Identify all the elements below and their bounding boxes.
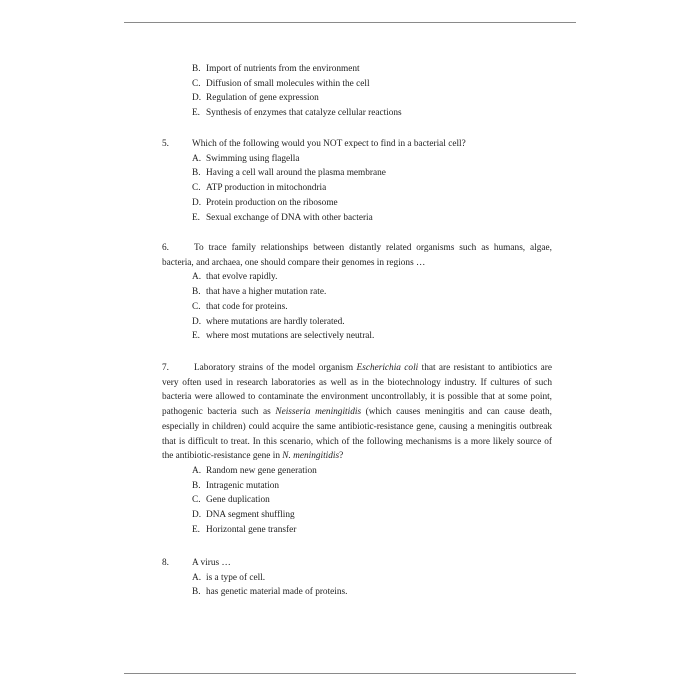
option-4b[interactable]: B. Import of nutrients from the environment [192,64,360,74]
option-6d[interactable]: D. where mutations are hardly tolerated. [192,316,345,327]
option-4d[interactable]: D. Regulation of gene expression [192,93,319,104]
question-4-options [162,62,552,121]
option-5d[interactable]: D. Protein production on the ribosome [192,197,338,208]
option-6a[interactable]: A. that evolve rapidly. [192,272,278,283]
question-7 [162,361,552,537]
option-8a[interactable]: A. is a type of cell. [192,572,266,583]
question-7-stem: 7. Laboratory strains of the model organism Escherichia coli that are resistant to antibiotics are very often used in research laboratories as well as in the biotechnology industry. If cultures of such bacteria were allowed to contaminate the environment uncontrollably, it is possible that at some point, pathogenic bacteria such as Neisseria meningitidis (which causes meningitis and can cause death, especially in children) could acquire the same antibiotic-resistance gene, causing a meningitis outbreak that is difficult to treat. In this scenario, which of the following mechanisms is a more likely source of the antibiotic-resistance gene in N. meningitidis? [162,363,553,462]
top-rule [124,22,576,23]
question-5-stem: 5. Which of the following would you NOT expect to find in a bacterial cell? [162,139,466,149]
option-4e[interactable]: E. Synthesis of enzymes that catalyze cellular reactions [192,108,402,119]
organism-name: Neisseria meningitidis [275,407,362,418]
option-6b[interactable]: B. that have a higher mutation rate. [192,287,327,298]
option-7b[interactable]: B. Intragenic mutation [192,480,280,491]
option-5c[interactable]: C. ATP production in mitochondria [192,183,327,194]
option-7e[interactable]: E. Horizontal gene transfer [192,524,297,535]
option-8b[interactable]: B. has genetic material made of proteins. [192,587,348,598]
option-4c[interactable]: C. Diffusion of small molecules within the cell [192,78,370,89]
question-6-stem: 6. To trace family relationships between distantly related organisms such as humans, algae, bacteria, and archaea, one should compare their genomes in regions … [162,243,552,268]
option-6e[interactable]: E. where most mutations are selectively neutral. [192,331,375,342]
organism-name: Escherichia coli [356,363,419,373]
question-5 [162,137,552,225]
question-8 [162,556,552,600]
option-7a[interactable]: A. Random new gene generation [192,465,317,476]
option-5a[interactable]: A. Swimming using flagella [192,153,300,164]
option-6c[interactable]: C. that code for proteins. [192,301,288,312]
bottom-rule [124,673,576,674]
option-7d[interactable]: D. DNA segment shuffling [192,510,295,521]
question-6 [162,241,552,344]
organism-name: N. meningitidis [282,451,340,462]
option-7c[interactable]: C. Gene duplication [192,495,270,506]
option-5e[interactable]: E. Sexual exchange of DNA with other bacteria [192,212,373,223]
option-5b[interactable]: B. Having a cell wall around the plasma membrane [192,168,386,179]
question-8-stem: 8. A virus … [162,558,231,568]
